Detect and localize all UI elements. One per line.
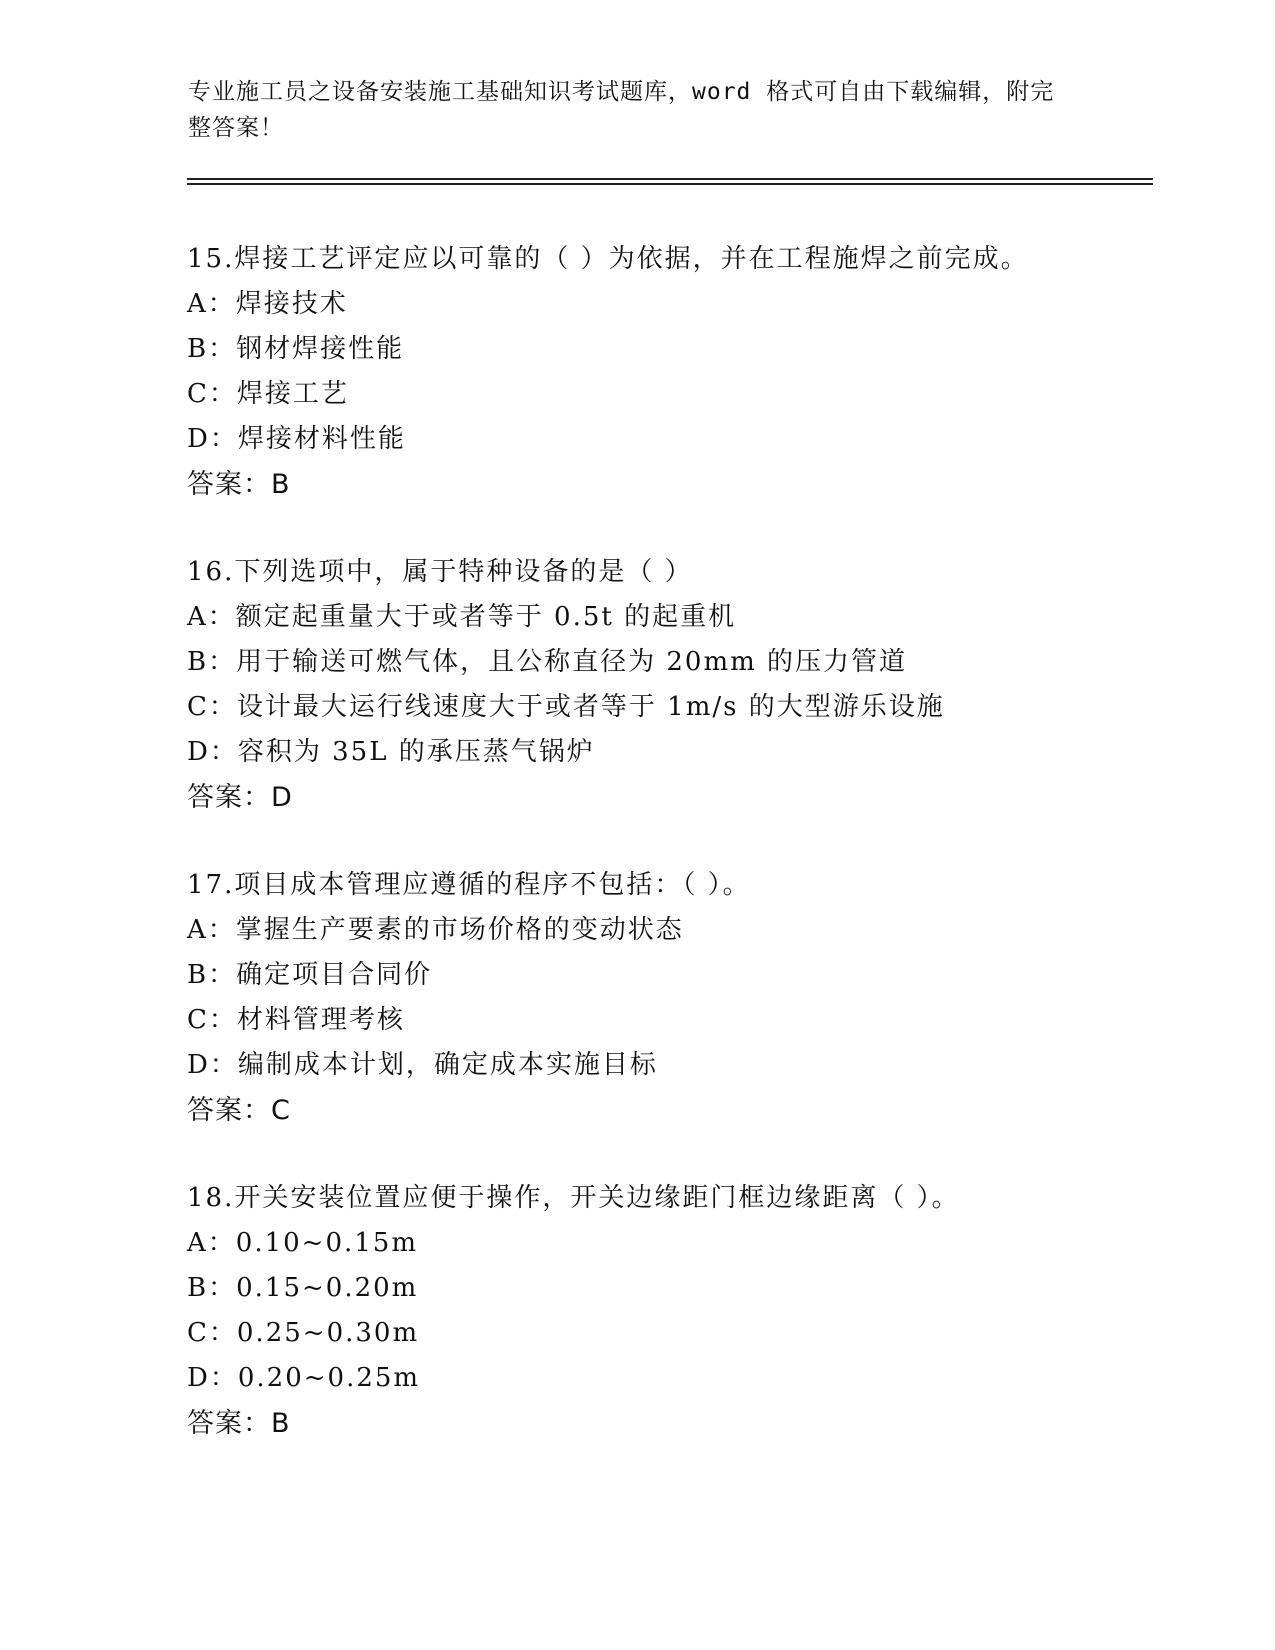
option-b: B：钢材焊接性能 <box>187 334 405 364</box>
option-b: B：用于输送可燃气体，且公称直径为 20mm 的压力管道 <box>187 647 908 677</box>
question-17 <box>187 863 1187 1133</box>
answer-line: 答案：B <box>187 1408 291 1439</box>
header-divider-top <box>187 178 1153 180</box>
option-a: A：掌握生产要素的市场价格的变动状态 <box>187 915 684 945</box>
option-a: A：0.10~0.15m <box>187 1228 418 1258</box>
document-header <box>188 74 1068 146</box>
question-stem: 17.项目成本管理应遵循的程序不包括：（ ）。 <box>187 870 751 900</box>
answer-line: 答案：D <box>187 782 293 813</box>
option-b: B：确定项目合同价 <box>187 960 433 990</box>
question-18 <box>187 1176 1187 1446</box>
option-d: D：编制成本计划，确定成本实施目标 <box>187 1050 658 1080</box>
question-stem: 15.焊接工艺评定应以可靠的（ ）为依据，并在工程施焊之前完成。 <box>187 244 1029 274</box>
option-d: D：0.20~0.25m <box>187 1363 421 1393</box>
header-line-2: 整答案！ <box>188 115 284 141</box>
option-b: B：0.15~0.20m <box>187 1273 419 1303</box>
option-c: C：材料管理考核 <box>187 1005 405 1035</box>
option-c: C：焊接工艺 <box>187 379 349 409</box>
option-c: C：设计最大运行线速度大于或者等于 1m/s 的大型游乐设施 <box>187 692 945 722</box>
header-line-1: 专业施工员之设备安装施工基础知识考试题库，word 格式可自由下载编辑，附完 <box>188 79 1055 105</box>
option-d: D：焊接材料性能 <box>187 424 406 454</box>
option-a: A：焊接技术 <box>187 289 348 319</box>
question-list <box>187 237 1187 1489</box>
header-divider-bottom <box>187 183 1153 185</box>
question-15 <box>187 237 1187 507</box>
question-16 <box>187 550 1187 820</box>
option-c: C：0.25~0.30m <box>187 1318 420 1348</box>
question-stem: 16.下列选项中，属于特种设备的是（ ） <box>187 557 693 587</box>
answer-line: 答案：B <box>187 469 291 500</box>
question-stem: 18.开关安装位置应便于操作，开关边缘距门框边缘距离（ ）。 <box>187 1183 960 1213</box>
option-d: D：容积为 35L 的承压蒸气锅炉 <box>187 737 595 767</box>
answer-line: 答案：C <box>187 1095 291 1126</box>
option-a: A：额定起重量大于或者等于 0.5t 的起重机 <box>187 602 737 632</box>
